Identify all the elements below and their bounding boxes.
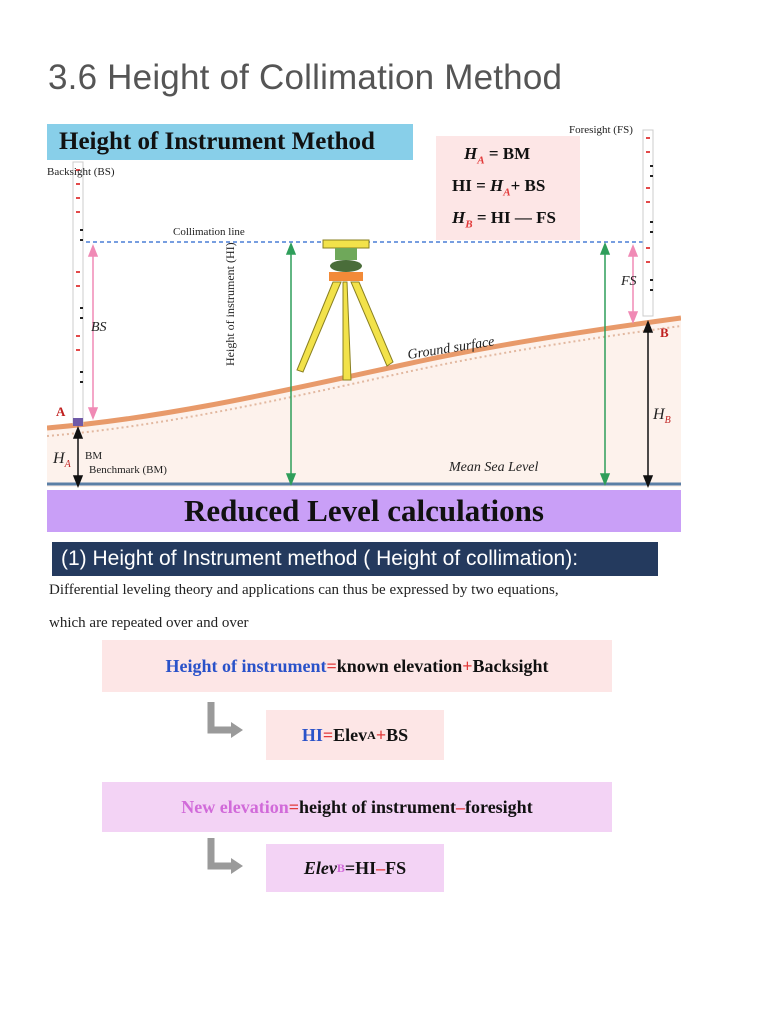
page-title: 3.6 Height of Collimation Method xyxy=(48,58,563,97)
label-foresight: Foresight (FS) xyxy=(569,124,633,136)
formula-height-of-instrument: Height of instrument = known elevation + Backsight xyxy=(102,640,612,692)
left-staff xyxy=(73,162,83,426)
intro-line-1: Differential leveling theory and applications can thus be expressed by two equations, xyxy=(49,582,559,598)
down-right-arrow-icon xyxy=(205,700,245,744)
label-mean-sea-level: Mean Sea Level xyxy=(449,460,539,475)
leveling-diagram xyxy=(47,122,681,492)
equation-hi: HI = $H_A+$ BS xyxy=(452,176,546,199)
equation-ha: $H_A$ = BM xyxy=(464,144,531,167)
figure xyxy=(47,122,681,892)
label-fs: FS xyxy=(621,274,637,289)
equation-hb: $H_B$ = HI — FS xyxy=(452,208,556,231)
label-hi-vertical: Height of instrument (HI) xyxy=(223,242,237,366)
section-header: (1) Height of Instrument method ( Height of collimation): xyxy=(52,542,658,576)
equations-box xyxy=(436,136,580,240)
label-point-a: A xyxy=(56,404,66,419)
label-ha: $H_A$ xyxy=(53,450,71,471)
label-bm: BM xyxy=(85,450,103,462)
down-right-arrow-icon xyxy=(205,836,245,880)
formula-hi-short: HI = Elev A + BS xyxy=(266,710,444,760)
formula-elev-b-short: Elev B = HI – FS xyxy=(266,844,444,892)
right-staff xyxy=(643,130,653,316)
label-collimation-line: Collimation line xyxy=(173,226,245,238)
label-backsight: Backsight (BS) xyxy=(47,166,115,178)
label-hb: $H_B$ xyxy=(653,406,671,427)
intro-line-2: which are repeated over and over xyxy=(49,615,249,631)
label-ground-surface: Ground surface xyxy=(406,334,496,364)
label-point-b: B xyxy=(660,325,669,340)
diagram-title: Height of Instrument Method xyxy=(47,124,413,160)
label-benchmark: Benchmark (BM) xyxy=(89,464,167,476)
reduced-level-banner: Reduced Level calculations xyxy=(47,490,681,532)
label-bs: BS xyxy=(91,320,107,335)
formula-new-elevation: New elevation = height of instrument – foresight xyxy=(102,782,612,832)
